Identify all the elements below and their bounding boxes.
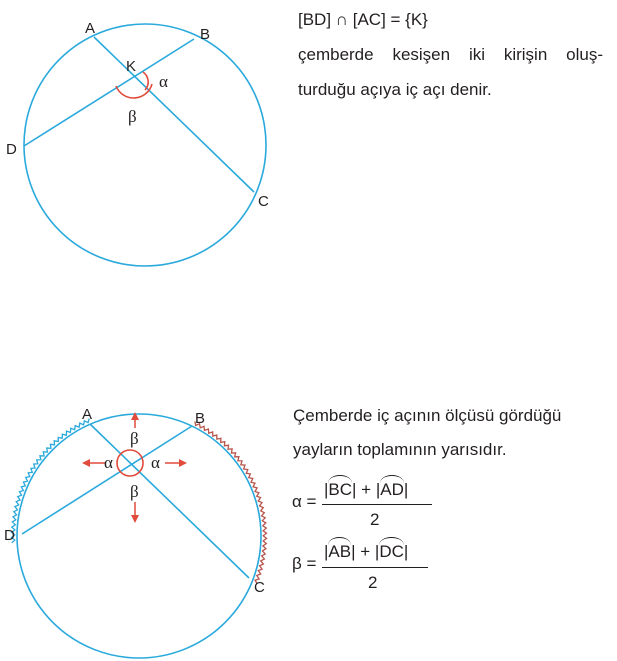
formula-beta-bar-right: | (403, 542, 409, 561)
formula-alpha-lhs: α = (292, 492, 317, 511)
bottom-point-d: D (4, 527, 15, 544)
top-point-c: C (258, 193, 269, 210)
formula-alpha-numerator (324, 480, 408, 500)
top-circle (24, 24, 266, 266)
formula-beta-lhs: β = (292, 554, 317, 573)
arrow-right-head (179, 459, 187, 467)
top-text-line3: turduğu açıya iç açı denir. (298, 80, 492, 99)
arrow-down-head (131, 515, 139, 523)
top-point-b: B (200, 26, 211, 43)
top-figure (6, 20, 269, 266)
formula-beta-mid: | + | (351, 542, 380, 561)
top-point-k: K (126, 58, 137, 75)
top-text-line2: çemberde kesişen iki kirişin oluş- (298, 45, 603, 64)
bottom-alpha-right-label: α (151, 453, 160, 472)
formula-alpha-denominator: 2 (370, 510, 380, 529)
arrow-up-head (131, 412, 139, 420)
formula-alpha-arc1: BC (328, 480, 353, 499)
top-point-d: D (6, 141, 17, 158)
bottom-beta-top-label: β (130, 429, 139, 448)
top-alpha-label: α (159, 72, 168, 91)
bottom-circle (17, 414, 261, 658)
formula-alpha-mid: | + | (352, 480, 381, 499)
formula-beta-arc2: DC (379, 542, 404, 561)
bottom-text-line2: yayların toplamının yarısıdır. (293, 440, 507, 459)
top-chord-ac (94, 37, 254, 192)
bottom-figure (4, 406, 267, 658)
top-beta-label: β (128, 107, 137, 126)
bottom-alpha-left-label: α (104, 453, 113, 472)
formula-beta-arc1: AB (328, 542, 352, 561)
bottom-arc-ad-highlight (12, 419, 90, 543)
bottom-text-line1: Çemberde iç açının ölçüsü gördüğü (293, 406, 562, 425)
bottom-point-a: A (82, 406, 93, 423)
arrow-left-head (82, 459, 90, 467)
formula-alpha-bar-left: | (324, 480, 329, 499)
formula-alpha-fraction-bar (322, 504, 432, 505)
bottom-chord-bd (22, 426, 192, 534)
bottom-point-c: C (254, 579, 265, 596)
formula-alpha-arc2: AD (380, 480, 404, 499)
formula-beta-fraction-bar (322, 567, 428, 568)
formula-beta-bar-left: | (324, 542, 329, 561)
bottom-point-b: B (195, 410, 206, 427)
formula-alpha-bar-right: | (403, 480, 409, 499)
formula-beta-numerator (324, 542, 408, 562)
top-point-a: A (85, 20, 96, 37)
top-chord-bd (24, 39, 194, 146)
bottom-beta-bottom-label: β (130, 482, 139, 501)
top-text-line1: [BD] ∩ [AC] = {K} (298, 10, 428, 29)
bottom-chord-ac (90, 424, 249, 578)
formula-beta-denominator: 2 (368, 573, 378, 592)
